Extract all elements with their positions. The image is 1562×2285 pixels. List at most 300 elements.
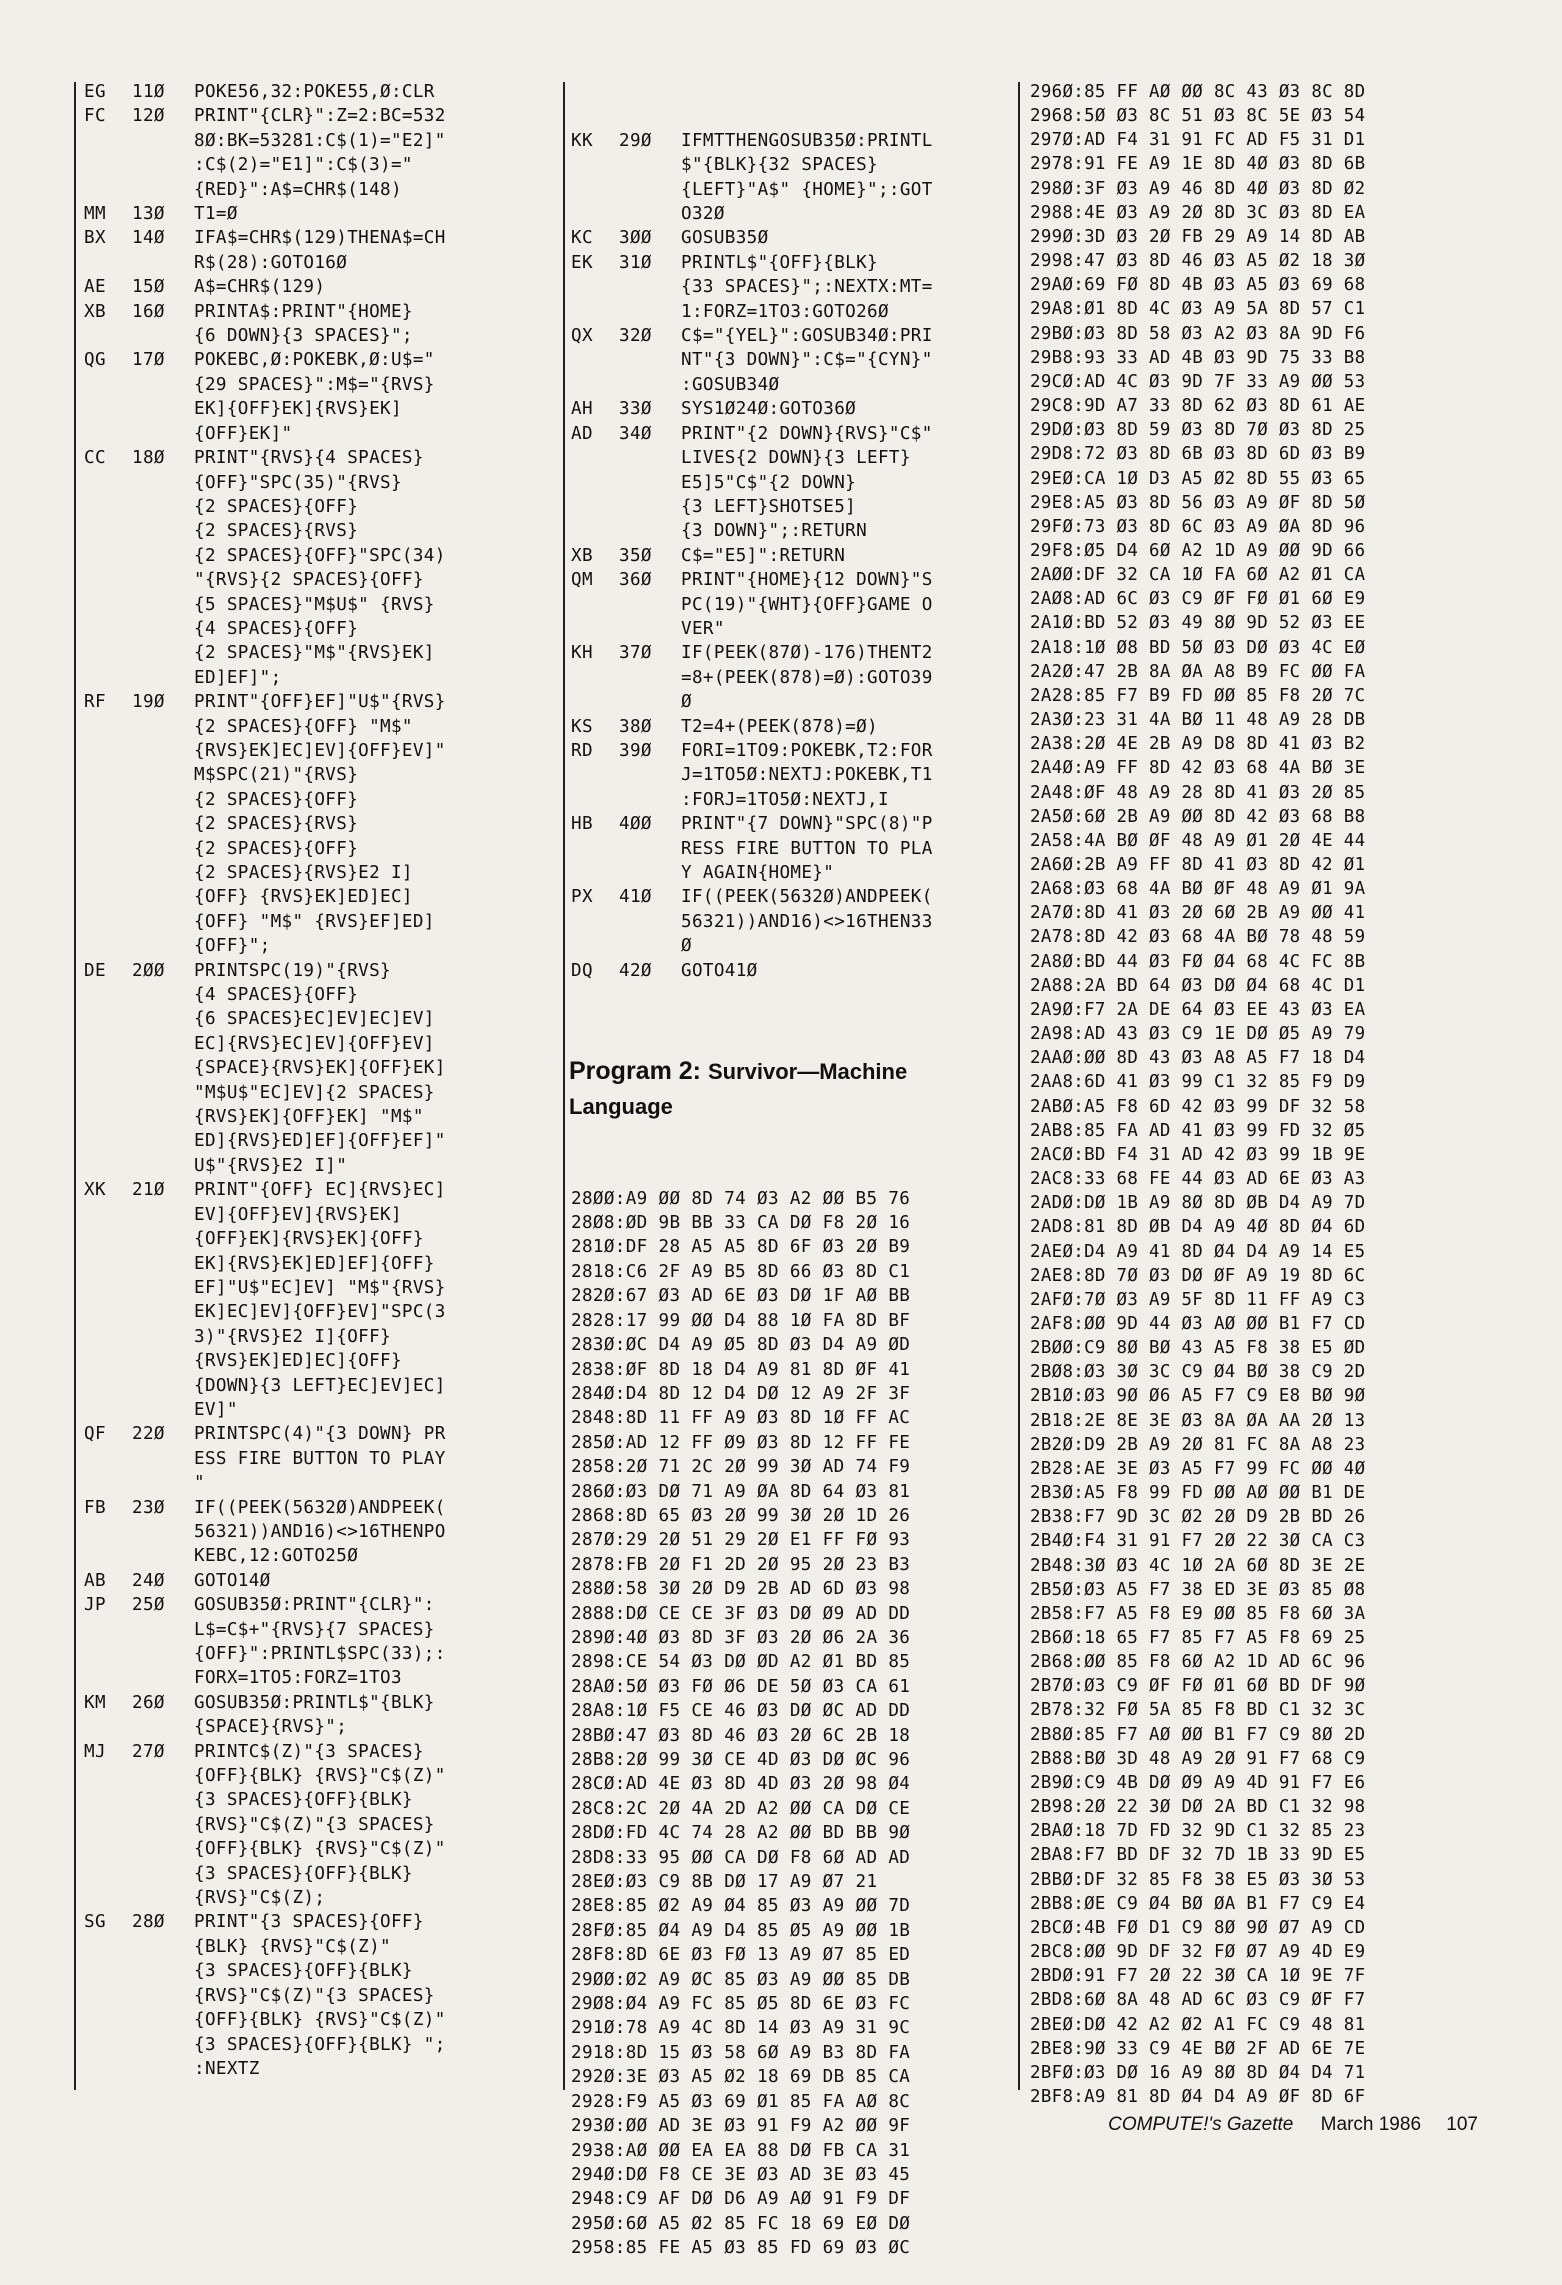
code-continuation: {RVS}EK]ED]EC]{OFF}: [194, 1351, 402, 1372]
checksum: KH: [571, 643, 593, 664]
basic-line: [571, 739, 1011, 763]
ml-line: 2AØØ:DF 32 CA 1Ø FA 6Ø A2 Ø1 CA: [1030, 565, 1366, 586]
issue-date: March 1986: [1320, 2114, 1422, 2135]
ml-line: 281Ø:DF 28 A5 A5 8D 6F Ø3 2Ø B9: [571, 1237, 911, 1258]
code-continuation: {OFF}"SPC(35)"{RVS}: [194, 472, 402, 493]
ml-line: 284Ø:D4 8D 12 D4 DØ 12 A9 2F 3F: [571, 1383, 911, 1404]
page-footer: [1108, 2114, 1478, 2136]
machine-language-listing-part-1: [571, 1187, 1011, 2261]
basic-line: [84, 1910, 554, 1934]
basic-line: [571, 226, 1011, 250]
ml-line: 286Ø:Ø3 DØ 71 A9 ØA 8D 64 Ø3 81: [571, 1481, 911, 1502]
line-number: 12Ø: [132, 106, 165, 127]
code-continuation: {2 SPACES}{OFF}: [194, 838, 359, 859]
code-continuation: {29 SPACES}":M$="{RVS}: [194, 374, 435, 395]
program-2-title: Survivor—Machine Language: [569, 1058, 908, 1119]
ml-line: 2AB8:85 FA AD 41 Ø3 99 FD 32 Ø5: [1030, 1120, 1366, 1141]
ml-line: 2A3Ø:23 31 4A BØ 11 48 A9 28 DB: [1030, 710, 1366, 731]
code-text: PRINTSPC(19)"{RVS}: [194, 960, 391, 981]
checksum: KC: [571, 228, 593, 249]
line-number: 38Ø: [619, 716, 652, 737]
checksum: RD: [571, 740, 593, 761]
checksum: FC: [84, 106, 106, 127]
ml-line: 2B4Ø:F4 31 91 F7 2Ø 22 3Ø CA C3: [1030, 1531, 1366, 1552]
line-number: 27Ø: [132, 1741, 165, 1762]
code-continuation: {OFF}{BLK} {RVS}"C$(Z)": [194, 1839, 446, 1860]
code-continuation: {3 SPACES}{OFF}{BLK}: [194, 1961, 413, 1982]
basic-listing-column-1: [84, 80, 554, 2081]
checksum: AH: [571, 399, 593, 420]
checksum: EG: [84, 82, 106, 102]
code-continuation: ESS FIRE BUTTON TO PLAY: [194, 1448, 446, 1469]
code-text: PRINTA$:PRINT"{HOME}: [194, 301, 413, 322]
code-text: FORI=1TO9:POKEBK,T2:FOR: [681, 740, 933, 761]
line-number: 3ØØ: [619, 228, 652, 249]
ml-line: 28B8:2Ø 99 3Ø CE 4D Ø3 DØ ØC 96: [571, 1750, 911, 1770]
ml-line: 29CØ:AD 4C Ø3 9D 7F 33 A9 ØØ 53: [1030, 371, 1366, 392]
code-continuation: {RVS}EK]EC]EV]{OFF}EV]": [194, 740, 446, 761]
code-continuation: {OFF}";: [194, 936, 271, 957]
checksum: AB: [84, 1570, 106, 1591]
ml-line: 2B28:AE 3E Ø3 A5 F7 99 FC ØØ 4Ø: [1030, 1458, 1366, 1479]
code-continuation: ": [194, 1473, 205, 1494]
line-number: 25Ø: [132, 1595, 165, 1616]
basic-line: [571, 129, 1011, 153]
ml-line: 2B7Ø:Ø3 C9 ØF FØ Ø1 6Ø BD DF 9Ø: [1030, 1676, 1366, 1697]
ml-line: 29BØ:Ø3 8D 58 Ø3 A2 Ø3 8A 9D F6: [1030, 323, 1366, 344]
ml-line: 2BC8:ØØ 9D DF 32 FØ Ø7 A9 4D E9: [1030, 1942, 1366, 1963]
code-continuation: {OFF}{BLK} {RVS}"C$(Z)": [194, 1766, 446, 1787]
checksum: KM: [84, 1692, 106, 1713]
ml-line: 2A2Ø:47 2B 8A ØA A8 B9 FC ØØ FA: [1030, 661, 1366, 682]
code-continuation: {3 SPACES}{OFF}{BLK}: [194, 1790, 413, 1811]
line-number: 35Ø: [619, 545, 652, 566]
line-number: 13Ø: [132, 204, 165, 225]
ml-line: 2B9Ø:C9 4B DØ Ø9 A9 4D 91 F7 E6: [1030, 1772, 1366, 1793]
ml-line: 2AØ8:AD 6C Ø3 C9 ØF FØ Ø1 6Ø E9: [1030, 589, 1366, 610]
ml-line: 2938:AØ ØØ EA EA 88 DØ FB CA 31: [571, 2140, 911, 2161]
ml-line: 2A38:2Ø 4E 2B A9 D8 8D 41 Ø3 B2: [1030, 734, 1366, 755]
code-continuation: {OFF} "M$" {RVS}EF]ED]: [194, 911, 435, 932]
ml-line: 28AØ:5Ø Ø3 FØ Ø6 DE 5Ø Ø3 CA 61: [571, 1676, 911, 1697]
ml-line: 2AD8:81 8D ØB D4 A9 4Ø 8D Ø4 6D: [1030, 1217, 1366, 1238]
code-continuation: "{RVS}{2 SPACES}{OFF}: [194, 570, 424, 591]
code-continuation: EK]{OFF}EK]{RVS}EK]: [194, 399, 402, 420]
basic-line: [84, 1569, 554, 1593]
line-number: 34Ø: [619, 423, 652, 444]
code-continuation: {RVS}"C$(Z);: [194, 1888, 326, 1909]
ml-line: 29D8:72 Ø3 8D 6B Ø3 8D 6D Ø3 B9: [1030, 444, 1366, 465]
code-continuation: FORX=1TO5:FORZ=1TO3: [194, 1668, 402, 1689]
ml-line: 2A6Ø:2B A9 FF 8D 41 Ø3 8D 42 Ø1: [1030, 855, 1366, 875]
ml-line: 2B8Ø:85 F7 AØ ØØ B1 F7 C9 8Ø 2D: [1030, 1724, 1366, 1745]
code-continuation: {DOWN}{3 LEFT}EC]EV]EC]: [194, 1375, 446, 1396]
ml-line: 2B48:3Ø Ø3 4C 1Ø 2A 6Ø 8D 3E 2E: [1030, 1555, 1366, 1576]
code-continuation: Ø: [681, 692, 692, 713]
line-number: 2ØØ: [132, 960, 165, 981]
code-continuation: =8+(PEEK(878)=Ø):GOTO39: [681, 667, 933, 688]
code-continuation: Ø: [681, 936, 692, 957]
basic-line: [84, 1422, 554, 1446]
ml-line: 2A1Ø:BD 52 Ø3 49 8Ø 9D 52 Ø3 EE: [1030, 613, 1366, 634]
checksum: DQ: [571, 960, 593, 981]
line-number: 14Ø: [132, 228, 165, 249]
code-continuation: {RVS}"C$(Z)"{3 SPACES}: [194, 1985, 435, 2006]
ml-line: 2BAØ:18 7D FD 32 9D C1 32 85 23: [1030, 1821, 1366, 1842]
code-continuation: :NEXTZ: [194, 2058, 260, 2079]
code-text: GOTO14Ø: [194, 1570, 271, 1591]
ml-line: 2BD8:6Ø 8A 48 AD 6C Ø3 C9 ØF F7: [1030, 1990, 1366, 2011]
ml-line: 29Ø8:Ø4 A9 FC 85 Ø5 8D 6E Ø3 FC: [571, 1994, 911, 2015]
ml-line: 28D8:33 95 ØØ CA DØ F8 6Ø AD AD: [571, 1847, 911, 1868]
ml-line: 2888:DØ CE CE 3F Ø3 DØ Ø9 AD DD: [571, 1603, 911, 1624]
basic-line: [84, 275, 554, 299]
ml-line: 297Ø:AD F4 31 91 FC AD F5 31 D1: [1030, 130, 1366, 151]
code-text: T2=4+(PEEK(878)=Ø): [681, 716, 878, 737]
code-text: SYS1Ø24Ø:GOTO36Ø: [681, 399, 857, 420]
ml-line: 2A58:4A BØ ØF 48 A9 Ø1 2Ø 4E 44: [1030, 830, 1366, 851]
ml-line: 2BE8:9Ø 33 C9 4E BØ 2F AD 6E 7E: [1030, 2038, 1366, 2059]
checksum: KK: [571, 130, 593, 151]
ml-line: 299Ø:3D Ø3 2Ø FB 29 A9 14 8D AB: [1030, 226, 1366, 247]
ml-line: 2BB8:ØE C9 Ø4 BØ ØA B1 F7 C9 E4: [1030, 1893, 1366, 1914]
ml-line: 2858:2Ø 71 2C 2Ø 99 3Ø AD 74 F9: [571, 1457, 911, 1478]
code-continuation: {RED}":A$=CHR$(148): [194, 179, 402, 200]
code-continuation: {2 SPACES}"M$"{RVS}EK]: [194, 643, 435, 664]
ml-line: 2BCØ:4B FØ D1 C9 8Ø 9Ø Ø7 A9 CD: [1030, 1917, 1366, 1938]
ml-line: 28F8:8D 6E Ø3 FØ 13 A9 Ø7 85 ED: [571, 1945, 911, 1966]
code-continuation: {RVS}"C$(Z)"{3 SPACES}: [194, 1814, 435, 1835]
line-number: 17Ø: [132, 350, 165, 371]
code-continuation: R$(28):GOTO16Ø: [194, 252, 348, 273]
checksum: RF: [84, 692, 106, 713]
checksum: AE: [84, 277, 106, 298]
checksum: KS: [571, 716, 593, 737]
checksum: DE: [84, 960, 106, 981]
code-continuation: {OFF}{BLK} {RVS}"C$(Z)": [194, 2010, 446, 2031]
ml-line: 28ØØ:A9 ØØ 8D 74 Ø3 A2 ØØ B5 76: [571, 1188, 911, 1209]
code-continuation: RESS FIRE BUTTON TO PLA: [681, 838, 933, 859]
checksum: AD: [571, 423, 593, 444]
ml-line: 2A18:1Ø Ø8 BD 5Ø Ø3 DØ Ø3 4C EØ: [1030, 637, 1366, 658]
code-continuation: EK]EC]EV]{OFF}EV]"SPC(3: [194, 1302, 446, 1323]
checksum: HB: [571, 814, 593, 835]
line-number: 28Ø: [132, 1912, 165, 1933]
ml-line: 29AØ:69 FØ 8D 4B Ø3 A5 Ø3 69 68: [1030, 275, 1366, 296]
ml-line: 298Ø:3F Ø3 A9 46 8D 4Ø Ø3 8D Ø2: [1030, 178, 1366, 199]
ml-line: 2998:47 Ø3 8D 46 Ø3 A5 Ø2 18 3Ø: [1030, 251, 1366, 272]
line-number: 33Ø: [619, 399, 652, 420]
code-continuation: 1:FORZ=1TO3:GOTO26Ø: [681, 301, 889, 322]
ml-line: 2BØ8:Ø3 3Ø 3C C9 Ø4 BØ 38 C9 2D: [1030, 1362, 1366, 1383]
code-continuation: {4 SPACES}{OFF}: [194, 618, 359, 639]
code-continuation: {OFF} {RVS}EK]ED]EC]: [194, 887, 413, 908]
ml-line: 28EØ:Ø3 C9 8B DØ 17 A9 Ø7 21: [571, 1872, 878, 1893]
code-continuation: {3 LEFT}SHOTSE5]: [681, 496, 857, 517]
ml-line: 28FØ:85 Ø4 A9 D4 85 Ø5 A9 ØØ 1B: [571, 1920, 911, 1941]
code-continuation: {SPACE}{RVS}";: [194, 1717, 348, 1738]
ml-line: 29A8:Ø1 8D 4C Ø3 A9 5A 8D 57 C1: [1030, 299, 1366, 320]
code-text: PRINTC$(Z)"{3 SPACES}: [194, 1741, 424, 1762]
basic-line: [571, 885, 1011, 909]
ml-line: 2ACØ:BD F4 31 AD 42 Ø3 99 1B 9E: [1030, 1144, 1366, 1165]
ml-line: 29C8:9D A7 33 8D 62 Ø3 8D 61 AE: [1030, 396, 1366, 417]
basic-line: [571, 812, 1011, 836]
code-continuation: {LEFT}"A$" {HOME}";:GOT: [681, 179, 933, 200]
code-text: IF((PEEK(5632Ø)ANDPEEK(: [194, 1497, 446, 1518]
checksum: EK: [571, 252, 593, 273]
basic-line: [84, 80, 554, 104]
ml-line: 2828:17 99 ØØ D4 88 1Ø FA 8D BF: [571, 1310, 911, 1331]
checksum: MM: [84, 204, 106, 225]
code-continuation: {2 SPACES}{OFF}: [194, 789, 359, 810]
basic-line: [84, 446, 554, 470]
code-continuation: {RVS}EK]{OFF}EK] "M$": [194, 1107, 424, 1128]
ml-line: 294Ø:DØ F8 CE 3E Ø3 AD 3E Ø3 45: [571, 2164, 911, 2185]
ml-line: 2BEØ:DØ 42 A2 Ø2 A1 FC C9 48 81: [1030, 2014, 1366, 2035]
machine-language-listing-part-2: [1030, 80, 1510, 2109]
ml-line: 2BØØ:C9 8Ø BØ 43 A5 F8 38 E5 ØD: [1030, 1338, 1366, 1359]
code-text: PRINTSPC(4)"{3 DOWN} PR: [194, 1424, 446, 1445]
basic-line: [571, 544, 1011, 568]
code-continuation: 56321))AND16)<>16THEN33: [681, 911, 933, 932]
line-number: 31Ø: [619, 252, 652, 273]
checksum: CC: [84, 448, 106, 469]
ml-line: 291Ø:78 A9 4C 8D 14 Ø3 A9 31 9C: [571, 2018, 911, 2039]
ml-line: 2838:ØF 8D 18 D4 A9 81 8D ØF 41: [571, 1359, 911, 1380]
checksum: PX: [571, 887, 593, 908]
ml-line: 2AAØ:ØØ 8D 43 Ø3 A8 A5 F7 18 D4: [1030, 1048, 1366, 1069]
ml-line: 28DØ:FD 4C 74 28 A2 ØØ BD BB 9Ø: [571, 1823, 911, 1844]
basic-line: [84, 959, 554, 983]
code-text: PRINT"{HOME}{12 DOWN}"S: [681, 570, 933, 591]
code-continuation: {3 DOWN}";:RETURN: [681, 521, 868, 542]
code-continuation: EF]"U$"EC]EV] "M$"{RVS}: [194, 1277, 446, 1298]
ml-line: 2948:C9 AF DØ D6 A9 AØ 91 F9 DF: [571, 2189, 911, 2210]
code-continuation: {3 SPACES}{OFF}{BLK}: [194, 1863, 413, 1884]
ml-line: 287Ø:29 2Ø 51 29 2Ø E1 FF FØ 93: [571, 1530, 911, 1551]
code-continuation: $"{BLK}{32 SPACES}: [681, 155, 878, 176]
line-number: 26Ø: [132, 1692, 165, 1713]
code-text: POKEBC,Ø:POKEBK,Ø:U$=": [194, 350, 435, 371]
code-continuation: {2 SPACES}{RVS}: [194, 814, 359, 835]
code-continuation: 8Ø:BK=53281:C$(1)="E2]": [194, 130, 446, 151]
ml-line: 2B68:ØØ 85 F8 6Ø A2 1D AD 6C 96: [1030, 1652, 1366, 1673]
code-text: PRINT"{OFF} EC]{RVS}EC]: [194, 1180, 446, 1201]
code-text: IFA$=CHR$(129)THENA$=CH: [194, 228, 446, 249]
code-continuation: EK]{RVS}EK]ED]EF]{OFF}: [194, 1253, 435, 1274]
line-number: 16Ø: [132, 301, 165, 322]
code-text: T1=Ø: [194, 204, 238, 225]
program-2-label: Program 2:: [569, 1056, 701, 1085]
checksum: XB: [84, 301, 106, 322]
program-2-heading: [569, 1054, 1011, 1124]
column-rule-3: [1018, 82, 1020, 2090]
ml-line: 29ØØ:Ø2 A9 ØC 85 Ø3 A9 ØØ 85 DB: [571, 1969, 911, 1990]
code-continuation: {OFF}":PRINTL$SPC(33);:: [194, 1644, 446, 1664]
line-number: 37Ø: [619, 643, 652, 664]
code-continuation: O32Ø: [681, 204, 725, 225]
code-text: PRINT"{OFF}EF]"U$"{RVS}: [194, 692, 446, 713]
ml-line: 293Ø:ØØ AD 3E Ø3 91 F9 A2 ØØ 9F: [571, 2116, 911, 2137]
basic-line: [84, 1691, 554, 1715]
basic-line: [84, 1496, 554, 1520]
ml-line: 2B6Ø:18 65 F7 85 F7 A5 F8 69 25: [1030, 1628, 1366, 1648]
line-number: 15Ø: [132, 277, 165, 298]
code-continuation: {6 SPACES}EC]EV]EC]EV]: [194, 1009, 435, 1030]
basic-line: [84, 1593, 554, 1617]
ml-line: 2AE8:8D 7Ø Ø3 DØ ØF A9 19 8D 6C: [1030, 1265, 1366, 1286]
ml-line: 2BBØ:DF 32 85 F8 38 E5 Ø3 3Ø 53: [1030, 1869, 1366, 1890]
ml-line: 28BØ:47 Ø3 8D 46 Ø3 2Ø 6C 2B 18: [571, 1725, 911, 1746]
ml-line: 2968:5Ø Ø3 8C 51 Ø3 8C 5E Ø3 54: [1030, 106, 1366, 127]
ml-line: 2B38:F7 9D 3C Ø2 2Ø D9 2B BD 26: [1030, 1507, 1366, 1528]
ml-line: 288Ø:58 3Ø 2Ø D9 2B AD 6D Ø3 98: [571, 1579, 911, 1600]
code-continuation: LIVES{2 DOWN}{3 LEFT}: [681, 448, 911, 469]
ml-line: 2A88:2A BD 64 Ø3 DØ Ø4 68 4C D1: [1030, 975, 1366, 996]
ml-line: 2958:85 FE A5 Ø3 85 FD 69 Ø3 ØC: [571, 2238, 911, 2259]
basic-line: [571, 715, 1011, 739]
basic-line: [571, 641, 1011, 665]
code-continuation: {2 SPACES}{RVS}E2 I]: [194, 863, 413, 883]
ml-line: 2818:C6 2F A9 B5 8D 66 Ø3 8D C1: [571, 1261, 911, 1282]
basic-line: [84, 348, 554, 372]
code-continuation: 3)"{RVS}E2 I]{OFF}: [194, 1326, 391, 1347]
checksum: QM: [571, 570, 593, 591]
ml-line: 28C8:2C 2Ø 4A 2D A2 ØØ CA DØ CE: [571, 1798, 911, 1819]
ml-line: 2978:91 FE A9 1E 8D 4Ø Ø3 8D 6B: [1030, 154, 1366, 175]
code-continuation: {33 SPACES}";:NEXTX:MT=: [681, 277, 933, 298]
ml-line: 2988:4E Ø3 A9 2Ø 8D 3C Ø3 8D EA: [1030, 202, 1366, 223]
ml-line: 2B98:2Ø 22 3Ø DØ 2A BD C1 32 98: [1030, 1797, 1366, 1818]
ml-line: 2A5Ø:6Ø 2B A9 ØØ 8D 42 Ø3 68 B8: [1030, 806, 1366, 827]
code-text: PRINT"{RVS}{4 SPACES}: [194, 448, 424, 469]
code-text: GOSUB35Ø: [681, 228, 769, 249]
code-continuation: EC]{RVS}EC]EV]{OFF}EV]: [194, 1033, 435, 1054]
basic-line: [571, 422, 1011, 446]
line-number: 36Ø: [619, 570, 652, 591]
ml-line: 2A98:AD 43 Ø3 C9 1E DØ Ø5 A9 79: [1030, 1024, 1366, 1045]
line-number: 39Ø: [619, 740, 652, 761]
code-continuation: "M$U$"EC]EV]{2 SPACES}: [194, 1082, 435, 1103]
code-text: PRINT"{7 DOWN}"SPC(8)"P: [681, 814, 933, 835]
ml-line: 2AA8:6D 41 Ø3 99 C1 32 85 F9 D9: [1030, 1072, 1366, 1093]
line-number: 22Ø: [132, 1424, 165, 1445]
checksum: BX: [84, 228, 106, 249]
code-continuation: :GOSUB34Ø: [681, 374, 780, 395]
ml-line: 29B8:93 33 AD 4B Ø3 9D 75 33 B8: [1030, 347, 1366, 368]
ml-line: 29DØ:Ø3 8D 59 Ø3 8D 7Ø Ø3 8D 25: [1030, 420, 1366, 441]
ml-line: 28Ø8:ØD 9B BB 33 CA DØ F8 2Ø 16: [571, 1213, 911, 1234]
code-continuation: J=1TO5Ø:NEXTJ:POKEBK,T1: [681, 765, 933, 786]
basic-line: [84, 1740, 554, 1764]
code-text: IF((PEEK(5632Ø)ANDPEEK(: [681, 887, 933, 908]
ml-line: 2AFØ:7Ø Ø3 A9 5F 8D 11 FF A9 C3: [1030, 1289, 1366, 1310]
ml-line: 2898:CE 54 Ø3 DØ ØD A2 Ø1 BD 85: [571, 1652, 911, 1673]
ml-line: 2A78:8D 42 Ø3 68 4A BØ 78 48 59: [1030, 927, 1366, 948]
line-number: 24Ø: [132, 1570, 165, 1591]
code-text: C$="{YEL}":GOSUB34Ø:PRI: [681, 326, 933, 347]
ml-line: 2AC8:33 68 FE 44 Ø3 AD 6E Ø3 A3: [1030, 1169, 1366, 1190]
ml-line: 2A9Ø:F7 2A DE 64 Ø3 EE 43 Ø3 EA: [1030, 999, 1366, 1020]
checksum: QX: [571, 326, 593, 347]
code-continuation: M$SPC(21)"{RVS}: [194, 765, 359, 786]
ml-line: 282Ø:67 Ø3 AD 6E Ø3 DØ 1F AØ BB: [571, 1286, 911, 1307]
listing-column-2: [571, 80, 1011, 2285]
code-text: PRINT"{2 DOWN}{RVS}"C$": [681, 423, 933, 444]
column-rule-2: [563, 82, 565, 2090]
line-number: 19Ø: [132, 692, 165, 713]
basic-listing-part-2: [571, 129, 1011, 983]
ml-line: 2A4Ø:A9 FF 8D 42 Ø3 68 4A BØ 3E: [1030, 758, 1366, 779]
code-text: GOTO41Ø: [681, 960, 758, 981]
code-text: IFMTTHENGOSUB35Ø:PRINTL: [681, 130, 933, 151]
line-number: 29Ø: [619, 130, 652, 151]
ml-line: 29E8:A5 Ø3 8D 56 Ø3 A9 ØF 8D 5Ø: [1030, 492, 1366, 513]
code-continuation: {BLK} {RVS}"C$(Z)": [194, 1936, 391, 1957]
ml-line: 28A8:1Ø F5 CE 46 Ø3 DØ ØC AD DD: [571, 1701, 911, 1722]
code-continuation: 56321))AND16)<>16THENPO: [194, 1521, 446, 1542]
checksum: XK: [84, 1180, 106, 1201]
ml-line: 28E8:85 Ø2 A9 Ø4 85 Ø3 A9 ØØ 7D: [571, 1896, 911, 1917]
ml-line: 2AEØ:D4 A9 41 8D Ø4 D4 A9 14 E5: [1030, 1241, 1366, 1262]
basic-line: [84, 300, 554, 324]
code-continuation: {2 SPACES}{RVS}: [194, 521, 359, 542]
checksum: SG: [84, 1912, 106, 1933]
ml-line: 2848:8D 11 FF A9 Ø3 8D 1Ø FF AC: [571, 1408, 911, 1429]
line-number: 42Ø: [619, 960, 652, 981]
ml-line: 2B88:BØ 3D 48 A9 2Ø 91 F7 68 C9: [1030, 1748, 1366, 1769]
ml-line: 2BA8:F7 BD DF 32 7D 1B 33 9D E5: [1030, 1845, 1366, 1866]
ml-line: 2B18:2E 8E 3E Ø3 8A ØA AA 2Ø 13: [1030, 1410, 1366, 1431]
code-continuation: {2 SPACES}{OFF} "M$": [194, 716, 413, 737]
code-text: PRINT"{3 SPACES}{OFF}: [194, 1912, 424, 1933]
line-number: 32Ø: [619, 326, 652, 347]
code-text: C$="E5]":RETURN: [681, 545, 846, 566]
ml-line: 292Ø:3E Ø3 A5 Ø2 18 69 DB 85 CA: [571, 2067, 911, 2088]
code-text: A$=CHR$(129): [194, 277, 326, 298]
code-continuation: {5 SPACES}"M$U$" {RVS}: [194, 594, 435, 615]
ml-line: 2ADØ:DØ 1B A9 8Ø 8D ØB D4 A9 7D: [1030, 1193, 1366, 1214]
checksum: JP: [84, 1595, 106, 1616]
code-continuation: NT"{3 DOWN}":C$="{CYN}": [681, 350, 933, 371]
line-number: 41Ø: [619, 887, 652, 908]
code-continuation: :C$(2)="E1]":C$(3)=": [194, 155, 413, 176]
basic-line: [571, 251, 1011, 275]
code-continuation: {2 SPACES}{OFF}: [194, 496, 359, 517]
code-continuation: ED]EF]";: [194, 667, 282, 688]
code-continuation: :FORJ=1TO5Ø:NEXTJ,I: [681, 789, 889, 810]
ml-line: 285Ø:AD 12 FF Ø9 Ø3 8D 12 FF FE: [571, 1432, 911, 1453]
ml-line: 2928:F9 A5 Ø3 69 Ø1 85 FA AØ 8C: [571, 2091, 911, 2112]
ml-line: 2A7Ø:8D 41 Ø3 2Ø 6Ø 2B A9 ØØ 41: [1030, 903, 1366, 924]
page-number: 107: [1446, 2114, 1478, 2135]
code-text: PRINT"{CLR}":Z=2:BC=532: [194, 106, 446, 127]
ml-line: 2878:FB 2Ø F1 2D 2Ø 95 2Ø 23 B3: [571, 1554, 911, 1575]
code-continuation: PC(19)"{WHT}{OFF}GAME O: [681, 594, 933, 615]
ml-line: 2B58:F7 A5 F8 E9 ØØ 85 F8 6Ø 3A: [1030, 1603, 1366, 1624]
ml-line: 296Ø:85 FF AØ ØØ 8C 43 Ø3 8C 8D: [1030, 82, 1366, 102]
code-continuation: {OFF}EK]{RVS}EK]{OFF}: [194, 1229, 424, 1250]
checksum: QF: [84, 1424, 106, 1445]
code-continuation: EV]": [194, 1399, 238, 1420]
code-continuation: Y AGAIN{HOME}": [681, 863, 835, 883]
column-rule-1: [74, 82, 76, 2090]
ml-line: 2ABØ:A5 F8 6D 42 Ø3 99 DF 32 58: [1030, 1096, 1366, 1117]
code-continuation: {OFF}EK]": [194, 423, 293, 444]
ml-line: 2BDØ:91 F7 2Ø 22 3Ø CA 1Ø 9E 7F: [1030, 1966, 1366, 1987]
ml-line: 29F8:Ø5 D4 6Ø A2 1D A9 ØØ 9D 66: [1030, 540, 1366, 561]
